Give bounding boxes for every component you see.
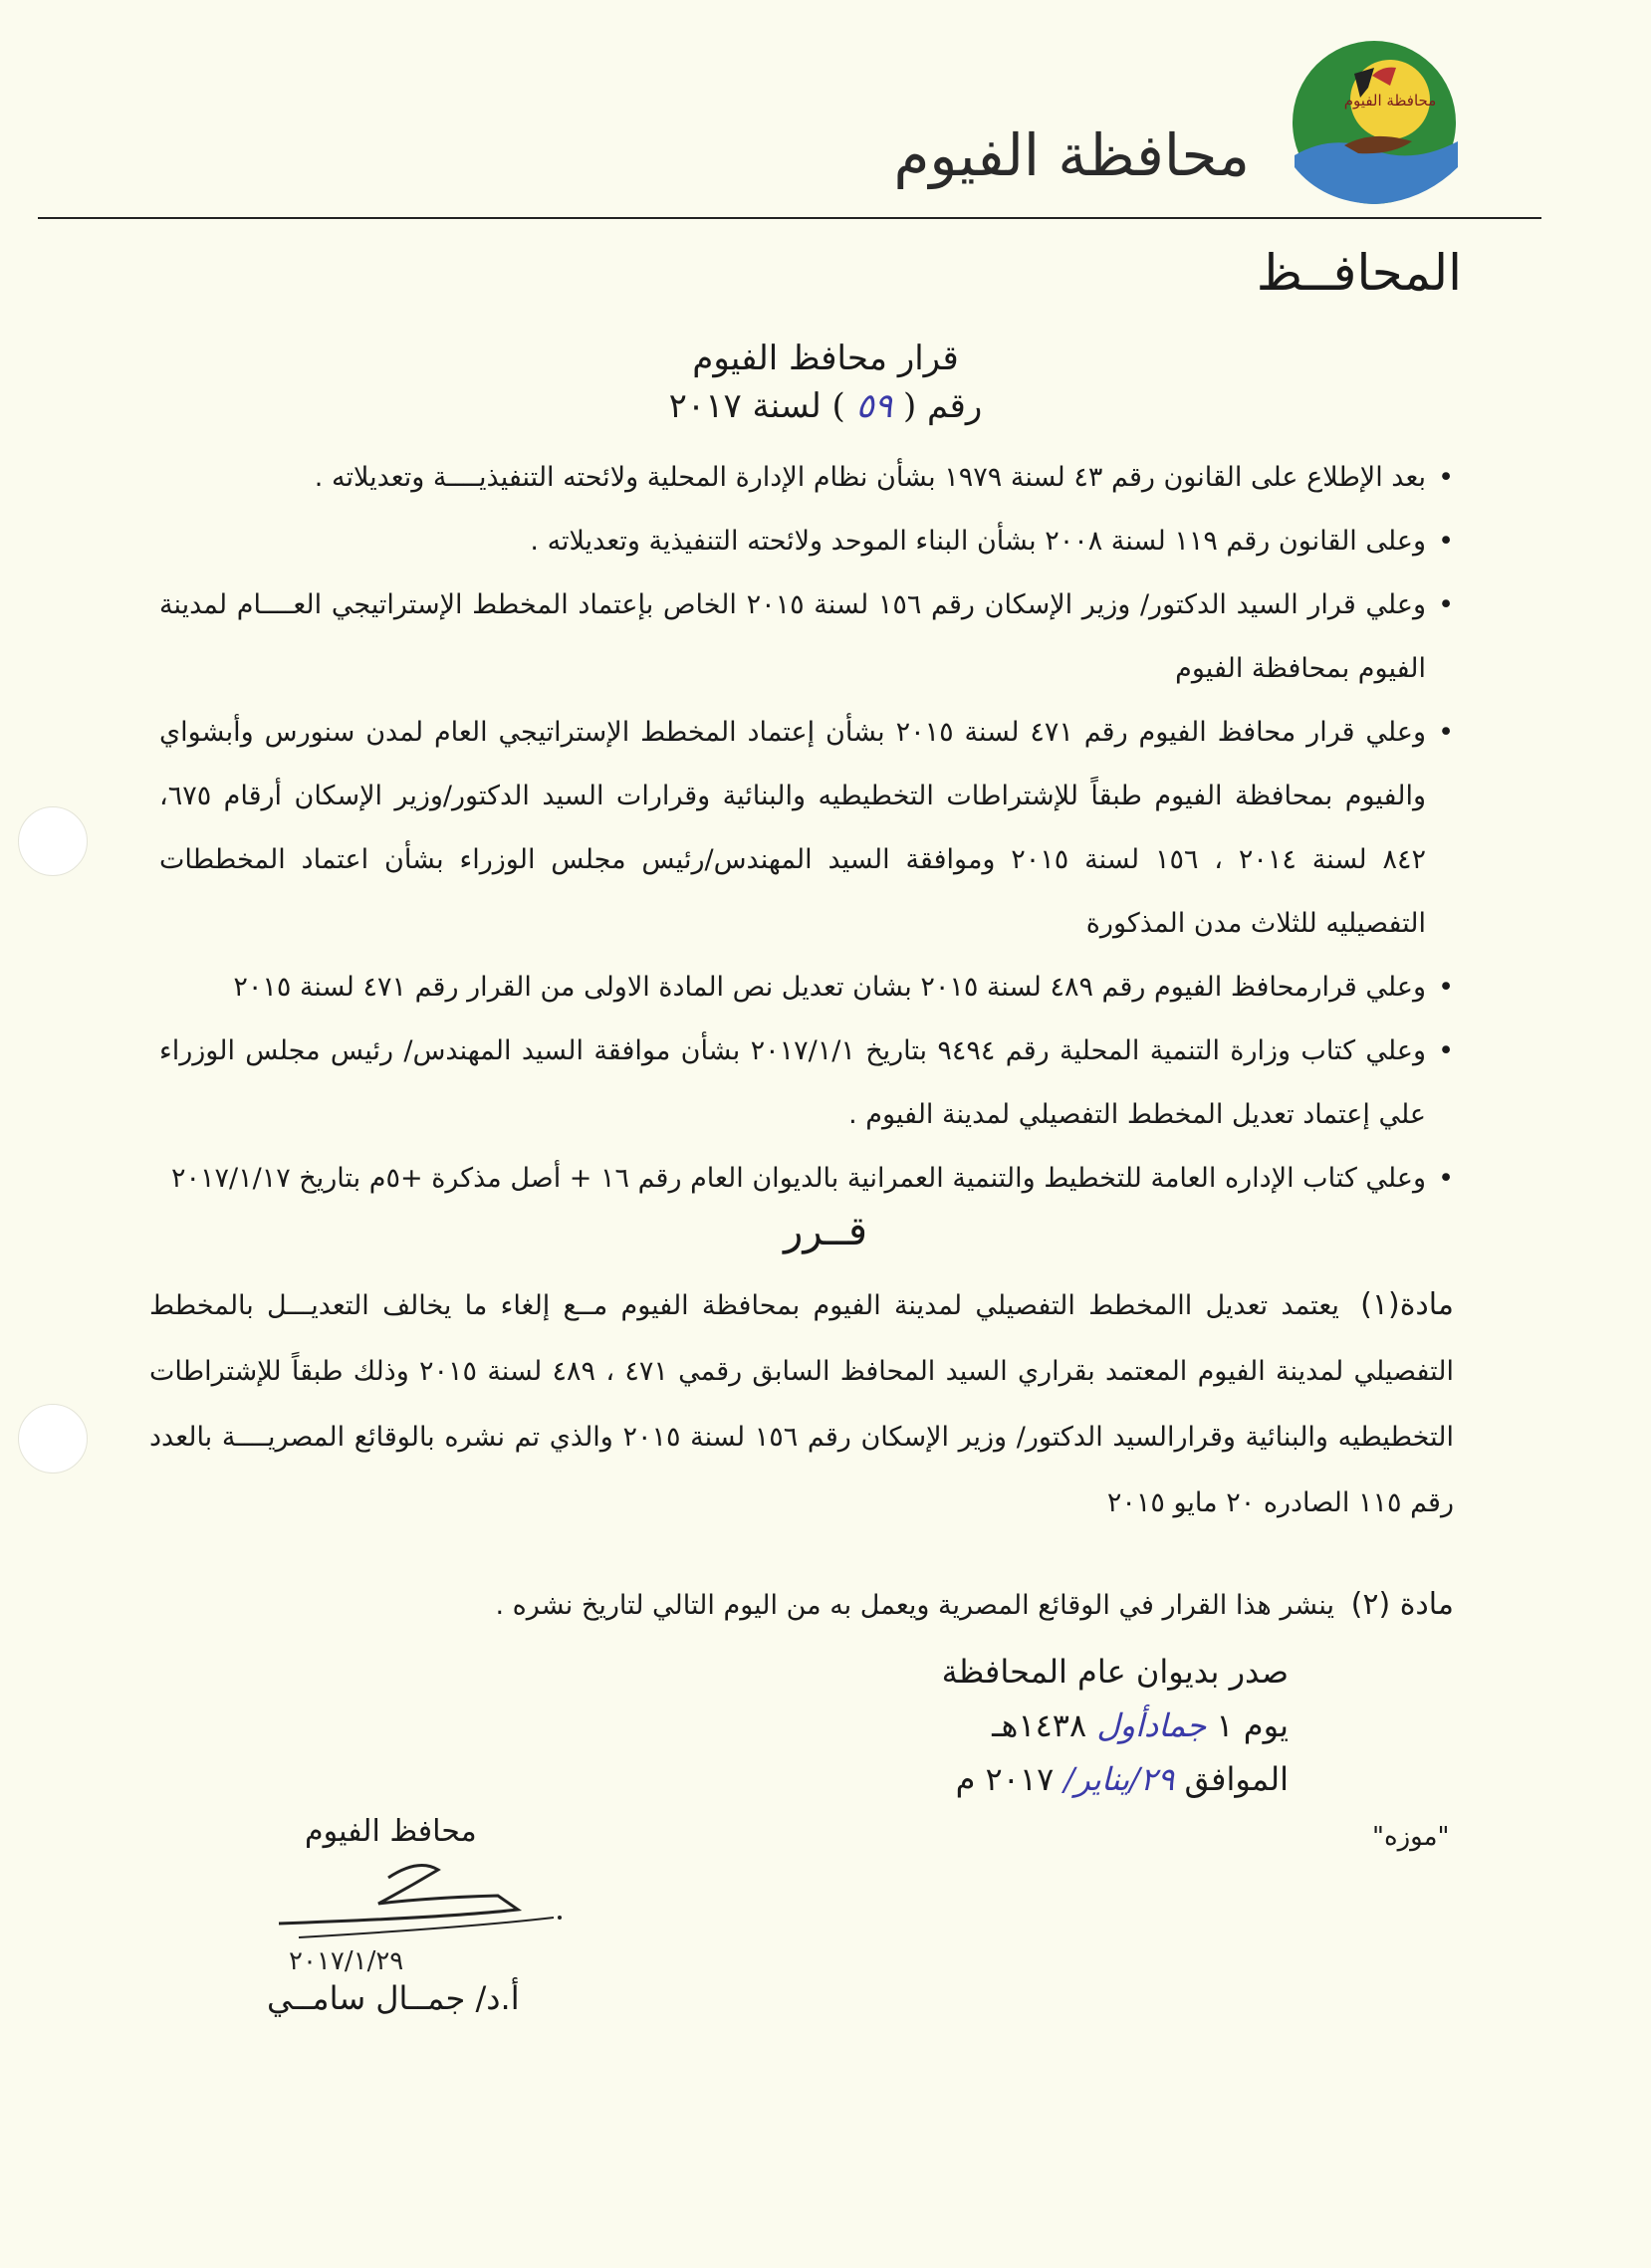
decided-heading: قــرر [784,1209,867,1254]
gregorian-date [942,1752,1289,1806]
decree-number: ٥٩ [855,386,893,426]
clause-item: • وعلي كتاب وزارة التنمية المحلية رقم ٩٤٩٤ بتاريخ ٢٠١٧/١/١ بشأن موافقة السيد المهندس/ رئيس مجلس الوزراء علي إعتماد تعديل المخطط التفصيلي لمدينة الفيوم . [159,1020,1454,1147]
number-suffix: ) لسنة ٢٠١٧ [668,386,845,426]
clause-item: • بعد الإطلاع على القانون رقم ٤٣ لسنة ١٩٧٩ بشأن نظام الإدارة المحلية ولائحته التنفيذيــــة وتعديلاته . [159,446,1454,510]
hijri-year: ١٤٣٨هـ [992,1706,1087,1744]
signer-name: أ.د/ جمــال سامــي [267,1979,520,2017]
articles [149,1272,1454,1639]
punch-hole [18,1404,88,1474]
clause-item: • وعلي قرار السيد الدكتور/ وزير الإسكان رقم ١٥٦ لسنة ٢٠١٥ الخاص بإعتماد المخطط الإستراتيجي العــــام لمدينة الفيوم بمحافظة الفيوم [159,573,1454,701]
clause-item: • وعلي كتاب الإداره العامة للتخطيط والتنمية العمرانية بالديوان العام رقم ١٦ + أصل مذكرة +٥م بتاريخ ٢٠١٧/١/١٧ [159,1147,1454,1211]
signature-date: ٢٠١٧/١/٢٩ [289,1946,404,1976]
signer-title: محافظ الفيوم [305,1814,477,1849]
article-1 [149,1272,1454,1536]
decree-title: قرار محافظ الفيوم [692,339,959,378]
office-title: المحافــظ [1256,244,1462,302]
number-prefix: رقم ( [902,386,983,426]
article-label: مادة(١) [1360,1287,1454,1322]
issued-at: صدر بديوان عام المحافظة [941,1653,1289,1691]
handwritten-signature-icon [269,1858,568,1977]
article-label: مادة (٢) [1350,1587,1454,1622]
seal-text: محافظة الفيوم [1343,92,1437,110]
hijri-day: يوم ١ [1216,1706,1289,1744]
governorate-name: محافظة الفيوم [893,121,1250,189]
date-year: ٢٠١٧ م [955,1760,1055,1798]
date-prefix: الموافق [1184,1760,1289,1798]
clause-item: • وعلي قرارمحافظ الفيوم رقم ٤٨٩ لسنة ٢٠١٥ بشان تعديل نص المادة الاولى من القرار رقم ٤٧١ لسنة ٢٠١٥ [159,956,1454,1020]
governorate-seal-icon [1273,38,1476,207]
article-text: يعتمد تعديل االمخطط التفصيلي لمدينة الفيوم بمحافظة الفيوم مــع إلغاء ما يخالف التعديـــل بالمخطط التفصيلي لمدينة الفيوم المعتمد بقراري السيد المحافظ السابق رقمي ٤٧١ ، ٤٨٩ لسنة ٢٠١٥ وذلك طبقاً للإشتراطات التخطيطيه والبنائية وقرارالسيد الدكتور/ وزير الإسكان رقم ١٥٦ لسنة ٢٠١٥ والذي تم نشره بالوقائع المصريــــة بالعدد رقم ١١٥ الصادره ٢٠ مايو ٢٠١٥ [149,1290,1454,1518]
article-2 [149,1572,1454,1639]
issuance-block [942,1645,1289,1806]
clause-item: • وعلى القانون رقم ١١٩ لسنة ٢٠٠٨ بشأن البناء الموحد ولائحته التنفيذية وتعديلاته . [159,510,1454,573]
hijri-month-handwritten: جمادأول [1096,1706,1207,1744]
preamble-clauses [159,446,1454,1211]
correspondent-mark: "موزه" [1372,1822,1450,1852]
clause-item: • وعلي قرار محافظ الفيوم رقم ٤٧١ لسنة ٢٠١٥ بشأن إعتماد المخطط الإستراتيجي العام لمدن سنورس وأبشواي والفيوم بمحافظة الفيوم طبقاً للإشتراطات التخطيطيه والبنائية وقرارات السيد الدكتور/وزير الإسكان أرقام ٦٧٥، ٨٤٢ لسنة ٢٠١٤ ، ١٥٦ لسنة ٢٠١٥ وموافقة السيد المهندس/رئيس مجلس الوزراء بشأن اعتماد المخططات التفصيليه للثلاث مدن المذكورة [159,701,1454,956]
decree-number-line [0,386,1651,426]
date-handwritten: ٢٩/يناير/ [1063,1760,1175,1798]
article-text: ينشر هذا القرار في الوقائع المصرية ويعمل به من اليوم التالي لتاريخ نشره . [495,1590,1335,1621]
header-divider [38,217,1541,219]
hijri-date [942,1699,1289,1752]
punch-hole [18,806,88,876]
